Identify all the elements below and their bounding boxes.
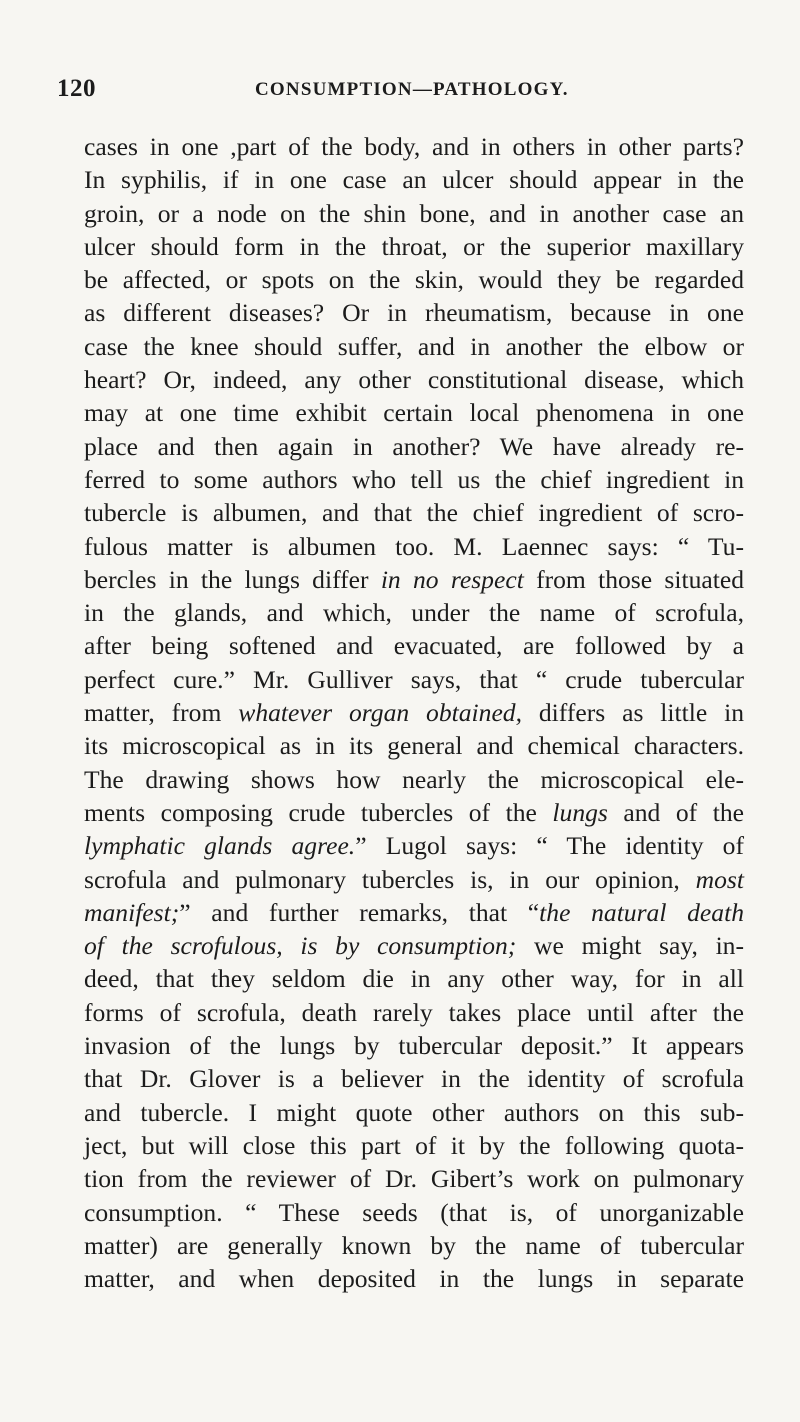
text-run: The drawing shows how nearly the microscopical ele- bbox=[84, 764, 744, 794]
text-run: be affected, or spots on the skin, would they be regarded bbox=[84, 265, 744, 295]
text-line bbox=[84, 696, 744, 729]
text-run: tubercle is albumen, and that the chief ingredient of scro- bbox=[84, 498, 744, 528]
italic-text: lungs bbox=[552, 797, 608, 827]
running-head bbox=[57, 75, 747, 105]
text-run: scrofula and pulmonary tubercles is, in our opinion, bbox=[84, 864, 696, 894]
text-run: and tubercle. I might quote other authors on this sub- bbox=[84, 1097, 744, 1127]
text-line bbox=[84, 1262, 744, 1295]
text-line bbox=[84, 496, 744, 529]
text-line bbox=[84, 330, 744, 363]
text-line bbox=[84, 130, 744, 163]
page-number: 120 bbox=[57, 75, 96, 102]
text-run: ulcer should form in the throat, or the superior maxillary bbox=[84, 231, 744, 261]
text-line bbox=[84, 1162, 744, 1195]
text-run: from those situated bbox=[523, 564, 744, 594]
text-run: In syphilis, if in one case an ulcer should appear in the bbox=[84, 165, 744, 195]
text-line bbox=[84, 929, 744, 962]
text-line bbox=[84, 596, 744, 629]
text-line bbox=[84, 663, 744, 696]
italic-text: of the scrofulous, is by consumption; bbox=[84, 931, 517, 961]
text-line bbox=[84, 296, 744, 329]
text-run: matter, and when deposited in the lungs in separate bbox=[84, 1264, 744, 1294]
text-line bbox=[84, 197, 744, 230]
text-run: ferred to some authors who tell us the chief ingredient in bbox=[84, 464, 744, 494]
text-line bbox=[84, 430, 744, 463]
text-line bbox=[84, 896, 744, 929]
text-run: after being softened and evacuated, are followed by a bbox=[84, 631, 744, 661]
text-run: may at one time exhibit certain local phenomena in one bbox=[84, 398, 744, 428]
text-run: groin, or a node on the shin bone, and in another case an bbox=[84, 198, 744, 228]
text-run: as different diseases? Or in rheumatism, because in one bbox=[84, 298, 744, 328]
text-line bbox=[84, 230, 744, 263]
text-line bbox=[84, 629, 744, 662]
text-run: place and then again in another? We have already re- bbox=[84, 431, 744, 461]
text-line bbox=[84, 263, 744, 296]
text-line bbox=[84, 863, 744, 896]
text-run: in the glands, and which, under the name of scrofula, bbox=[84, 598, 744, 628]
text-line bbox=[84, 163, 744, 196]
text-line bbox=[84, 1129, 744, 1162]
italic-text: whatever organ obtained, bbox=[238, 698, 522, 728]
text-run: bercles in the lungs differ bbox=[84, 564, 381, 594]
text-run: invasion of the lungs by tubercular deposit.” It appears bbox=[84, 1031, 744, 1061]
text-run: matter) are generally known by the name of tubercular bbox=[84, 1230, 744, 1260]
text-run: perfect cure.” Mr. Gulliver says, that “ crude tubercular bbox=[84, 664, 744, 694]
text-line bbox=[84, 1229, 744, 1262]
text-run: that Dr. Glover is a believer in the identity of scrofula bbox=[84, 1064, 744, 1094]
text-line bbox=[84, 796, 744, 829]
text-line bbox=[84, 962, 744, 995]
italic-text: lymphatic glands agree. bbox=[84, 831, 356, 861]
text-run: differs as little in bbox=[522, 698, 744, 728]
text-run: cases in one ,part of the body, and in others in other parts? bbox=[84, 132, 744, 161]
text-run: heart? Or, indeed, any other constitutional disease, which bbox=[84, 365, 744, 395]
text-line bbox=[84, 729, 744, 762]
text-line bbox=[84, 1062, 744, 1095]
text-run: fulous matter is albumen too. M. Laennec says: “ Tu- bbox=[84, 531, 744, 561]
text-run: we might say, in- bbox=[516, 931, 744, 961]
text-run: ” and further remarks, that “ bbox=[179, 897, 540, 927]
italic-text: in no respect bbox=[380, 564, 524, 594]
text-run: its microscopical as in its general and chemical characters. bbox=[84, 731, 744, 761]
italic-text: most bbox=[695, 864, 744, 894]
text-line bbox=[84, 763, 744, 796]
text-run: tion from the reviewer of Dr. Gibert’s work on pulmonary bbox=[84, 1164, 744, 1194]
text-line bbox=[84, 1096, 744, 1129]
text-run: ” Lugol says: “ The identity of bbox=[355, 831, 745, 861]
text-run: consumption. “ These seeds (that is, of unorganizable bbox=[84, 1197, 744, 1227]
text-line bbox=[84, 563, 744, 596]
text-run: case the knee should suffer, and in another the elbow or bbox=[84, 331, 744, 361]
text-run: deed, that they seldom die in any other way, for in all bbox=[84, 964, 744, 994]
text-line bbox=[84, 1196, 744, 1229]
italic-text: manifest; bbox=[84, 897, 180, 927]
body-text bbox=[84, 130, 744, 1295]
italic-text: the natural death bbox=[539, 897, 744, 927]
text-line bbox=[84, 363, 744, 396]
text-line bbox=[84, 1029, 744, 1062]
text-run: ments composing crude tubercles of the bbox=[84, 797, 553, 827]
text-line bbox=[84, 996, 744, 1029]
text-line bbox=[84, 463, 744, 496]
text-run: forms of scrofula, death rarely takes place until after the bbox=[84, 997, 744, 1027]
text-run: matter, from bbox=[84, 698, 239, 728]
running-title: CONSUMPTION—PATHOLOGY. bbox=[255, 79, 569, 100]
text-line bbox=[84, 829, 744, 862]
text-line bbox=[84, 396, 744, 429]
text-run: and of the bbox=[607, 797, 744, 827]
text-run: ject, but will close this part of it by the following quota- bbox=[84, 1130, 744, 1160]
text-line bbox=[84, 530, 744, 563]
